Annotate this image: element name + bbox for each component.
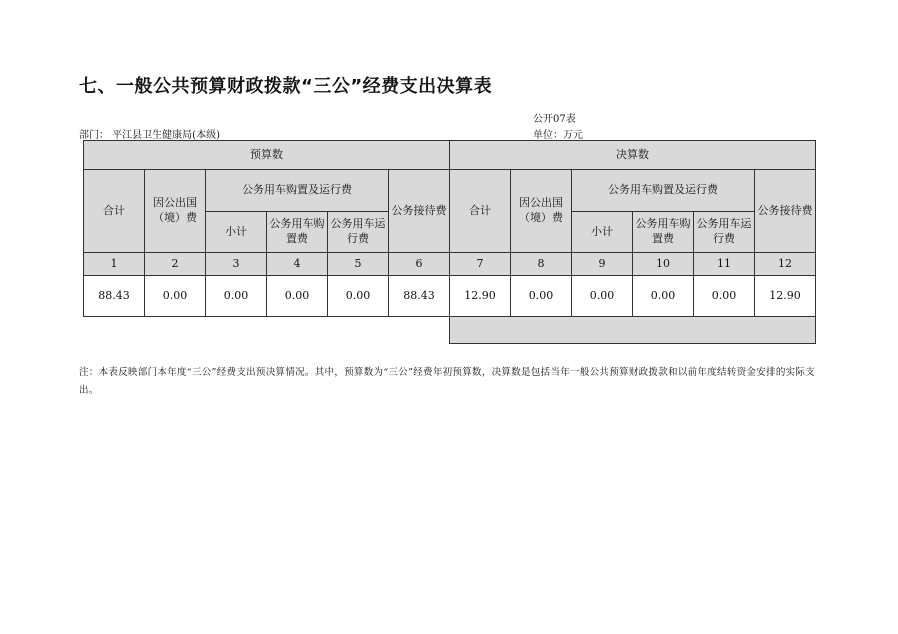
value-cell: 88.43 bbox=[84, 276, 145, 317]
column-number: 12 bbox=[755, 253, 816, 276]
budget-header: 预算数 bbox=[84, 141, 450, 170]
value-cell: 0.00 bbox=[328, 276, 389, 317]
column-number: 7 bbox=[450, 253, 511, 276]
budget-vehicle-purchase-header: 公务用车购置费 bbox=[267, 212, 328, 253]
budget-reception-header: 公务接待费 bbox=[389, 170, 450, 253]
three-public-expense-table bbox=[83, 140, 816, 344]
value-cell: 0.00 bbox=[572, 276, 633, 317]
column-number: 6 bbox=[389, 253, 450, 276]
final-vehicle-run-header: 公务用车运行费 bbox=[694, 212, 755, 253]
unit-label: 单位：万元 bbox=[533, 130, 583, 141]
budget-abroad-header: 因公出国（境）费 bbox=[145, 170, 206, 253]
final-vehicle-group-header: 公务用车购置及运行费 bbox=[572, 170, 755, 212]
column-number: 10 bbox=[633, 253, 694, 276]
table-row bbox=[84, 276, 816, 317]
value-cell: 0.00 bbox=[511, 276, 572, 317]
blank-area bbox=[84, 317, 450, 344]
value-cell: 0.00 bbox=[694, 276, 755, 317]
department-label: 部门： 平江县卫生健康局(本级) bbox=[79, 130, 220, 141]
value-cell: 0.00 bbox=[145, 276, 206, 317]
final-total-header: 合计 bbox=[450, 170, 511, 253]
final-abroad-header: 因公出国（境）费 bbox=[511, 170, 572, 253]
column-number: 5 bbox=[328, 253, 389, 276]
value-cell: 88.43 bbox=[389, 276, 450, 317]
value-cell: 12.90 bbox=[450, 276, 511, 317]
final-subtotal-header: 小计 bbox=[572, 212, 633, 253]
column-number: 8 bbox=[511, 253, 572, 276]
page-title: 七、一般公共预算财政拨款“三公”经费支出决算表 bbox=[79, 76, 493, 97]
column-number: 9 bbox=[572, 253, 633, 276]
column-number: 1 bbox=[84, 253, 145, 276]
budget-vehicle-group-header: 公务用车购置及运行费 bbox=[206, 170, 389, 212]
column-number: 4 bbox=[267, 253, 328, 276]
budget-total-header: 合计 bbox=[84, 170, 145, 253]
table-footnote: 注：本表反映部门本年度“三公”经费支出预决算情况。其中，预算数为“三公”经费年初预算数，决算数是包括当年一般公共预算财政拨款和以前年度结转资金安排的实际支出。 bbox=[79, 367, 816, 396]
column-number-row bbox=[84, 253, 816, 276]
value-cell: 0.00 bbox=[206, 276, 267, 317]
final-header: 决算数 bbox=[450, 141, 816, 170]
final-reception-header: 公务接待费 bbox=[755, 170, 816, 253]
column-number: 2 bbox=[145, 253, 206, 276]
column-number: 11 bbox=[694, 253, 755, 276]
budget-vehicle-run-header: 公务用车运行费 bbox=[328, 212, 389, 253]
form-number: 公开07表 bbox=[533, 114, 576, 125]
value-cell: 12.90 bbox=[755, 276, 816, 317]
final-vehicle-purchase-header: 公务用车购置费 bbox=[633, 212, 694, 253]
budget-subtotal-header: 小计 bbox=[206, 212, 267, 253]
value-cell: 0.00 bbox=[633, 276, 694, 317]
column-number: 3 bbox=[206, 253, 267, 276]
value-cell: 0.00 bbox=[267, 276, 328, 317]
grey-blank-row bbox=[450, 317, 816, 344]
